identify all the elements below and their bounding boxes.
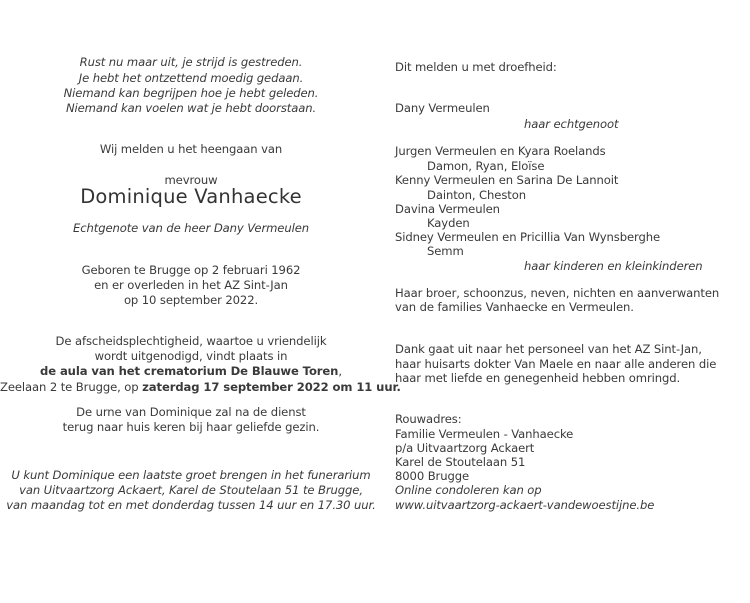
visitation-line: U kunt Dominique een laatste groet brengen in het funerarium — [11, 468, 371, 482]
honorific: mevrouw — [164, 173, 218, 187]
child-parents: Jurgen Vermeulen en Kyara Roelands — [395, 144, 606, 158]
poem-line: Niemand kan begrijpen hoe je hebt geleden. — [63, 86, 319, 100]
children-role: haar kinderen en kleinkinderen — [524, 259, 703, 273]
announcement-text: Wij melden u het heengaan van — [99, 142, 283, 156]
address-label: Rouwadres: — [395, 412, 462, 426]
birth-death-line: en er overleden in het AZ Sint-Jan — [94, 278, 288, 292]
thanks-line: haar met liefde en genegenheid hebben omringd. — [395, 371, 681, 385]
address-line: 8000 Brugge — [395, 469, 470, 483]
deceased-name: Dominique Vanhaecke — [80, 185, 302, 208]
grandchildren: Kayden — [427, 216, 470, 230]
venue-suffix: , — [338, 364, 342, 378]
website-link[interactable]: www.uitvaartzorg-ackaert-vandewoestijne.be — [395, 498, 655, 512]
child-parents: Kenny Vermeulen en Sarina De Lannoit — [395, 173, 619, 187]
relatives-line: Haar broer, schoonzus, neven, nichten en aanverwanten — [395, 286, 720, 300]
spouse-role: haar echtgenoot — [524, 117, 619, 131]
venue-name: de aula van het crematorium De Blauwe Toren — [40, 364, 339, 378]
ceremony-datetime — [0, 380, 401, 395]
birth-death-line: op 10 september 2022. — [123, 293, 259, 307]
thanks-line: haar huisarts dokter Van Maele en naar alle anderen die — [395, 357, 717, 371]
grandchildren: Dainton, Cheston — [427, 188, 526, 202]
online-condolence-label: Online condoleren kan op — [395, 483, 542, 497]
address-line: Karel de Stoutelaan 51 — [395, 455, 526, 469]
address-prefix: Zeelaan 2 te Brugge, op — [0, 380, 143, 394]
visitation-line: van Uitvaartzorg Ackaert, Karel de Stoutelaan 51 te Brugge, — [19, 483, 363, 497]
urn-line: terug naar huis keren bij haar geliefde gezin. — [62, 420, 320, 434]
thanks-line: Dank gaat uit naar het personeel van het AZ Sint-Jan, — [395, 342, 702, 356]
visitation-line: van maandag tot en met donderdag tussen 14 uur en 17.30 uur. — [6, 498, 376, 512]
spouse-line: Echtgenote van de heer Dany Vermeulen — [73, 221, 309, 235]
poem-line: Je hebt het ontzettend moedig gedaan. — [78, 71, 304, 85]
grandchildren: Damon, Ryan, Eloïse — [427, 159, 545, 173]
ceremony-line: wordt uitgenodigd, vindt plaats in — [94, 349, 288, 363]
child-parents: Sidney Vermeulen en Pricillia Van Wynsberghe — [395, 230, 661, 244]
spouse-name: Dany Vermeulen — [395, 101, 490, 115]
intro-text: Dit melden u met droefheid: — [395, 60, 557, 74]
child-parents: Davina Vermeulen — [395, 202, 500, 216]
poem-line: Niemand kan voelen wat je hebt doorstaan. — [65, 101, 317, 115]
grandchildren: Semm — [427, 244, 464, 258]
ceremony-venue — [0, 364, 382, 379]
address-line: p/a Uitvaartzorg Ackaert — [395, 441, 535, 455]
address-line: Familie Vermeulen - Vanhaecke — [395, 427, 574, 441]
relatives-line: van de families Vanhaecke en Vermeulen. — [395, 300, 634, 314]
urn-line: De urne van Dominique zal na de dienst — [76, 405, 306, 419]
ceremony-date: zaterdag 17 september 2022 om 11 uur. — [142, 380, 401, 394]
poem-line: Rust nu maar uit, je strijd is gestreden. — [79, 55, 303, 69]
ceremony-line: De afscheidsplechtigheid, waartoe u vriendelijk — [55, 334, 327, 348]
birth-death-line: Geboren te Brugge op 2 februari 1962 — [81, 263, 301, 277]
